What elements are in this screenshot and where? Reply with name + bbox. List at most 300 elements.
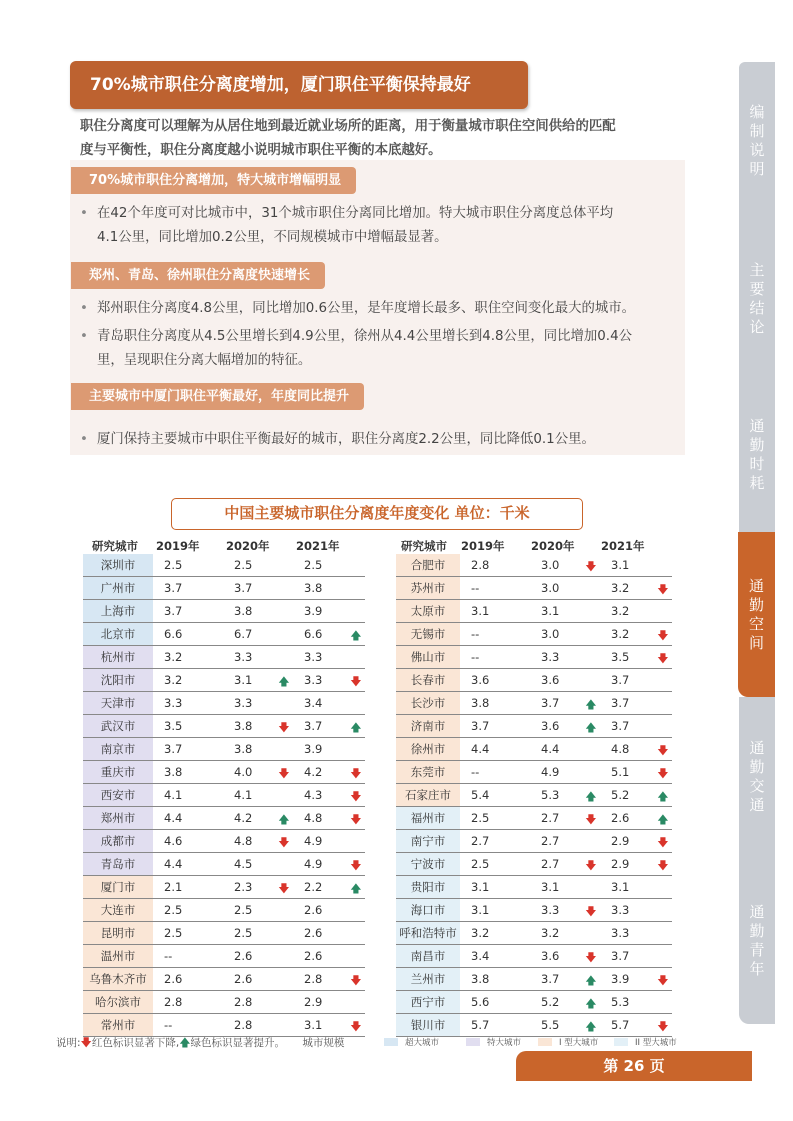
value-2019: 3.5 bbox=[153, 715, 223, 738]
intro-line: 职住分离度可以理解为从居住地到最近就业场所的距离，用于衡量城市职住空间供给的匹配 bbox=[80, 119, 616, 134]
value-2020: 3.1 🡅 bbox=[223, 669, 293, 692]
table-row bbox=[83, 692, 365, 715]
value-2020: 3.6 🡇 bbox=[530, 945, 600, 968]
value-2019: 3.8 bbox=[153, 761, 223, 784]
up-arrow-icon: 🡅 bbox=[350, 629, 362, 642]
bullet-item bbox=[80, 297, 685, 321]
col-header-2021: 2021年 bbox=[296, 539, 340, 553]
table-header-row bbox=[396, 538, 672, 554]
footnote-down-text: 红色标识显著下降, bbox=[91, 1037, 180, 1049]
table-row bbox=[396, 623, 672, 646]
bullet-item bbox=[80, 202, 685, 250]
down-arrow-icon: 🡇 bbox=[80, 1036, 92, 1049]
table-row bbox=[396, 715, 672, 738]
value-2019: -- bbox=[153, 1014, 223, 1037]
value-2021: 2.6 🡅 bbox=[600, 807, 672, 830]
value-2021: 3.5 🡇 bbox=[600, 646, 672, 669]
city-cell: 深圳市 bbox=[83, 554, 153, 577]
table-row bbox=[396, 554, 672, 577]
value-2021: 2.6 bbox=[293, 899, 365, 922]
city-cell: 青岛市 bbox=[83, 853, 153, 876]
value-2021: 3.9 🡇 bbox=[600, 968, 672, 991]
value-2021: 3.7 bbox=[600, 669, 672, 692]
value-2021: 3.1 🡇 bbox=[293, 1014, 365, 1037]
col-header-2021: 2021年 bbox=[601, 539, 645, 553]
value-2021: 3.7 bbox=[600, 945, 672, 968]
table-row bbox=[396, 577, 672, 600]
city-cell: 重庆市 bbox=[83, 761, 153, 784]
value-2019: 2.7 bbox=[460, 830, 530, 853]
value-2021: 3.3 bbox=[600, 922, 672, 945]
city-cell: 长沙市 bbox=[396, 692, 460, 715]
down-arrow-icon: 🡇 bbox=[657, 974, 669, 987]
value-2019: 2.1 bbox=[153, 876, 223, 899]
value-2021: 2.9 bbox=[293, 991, 365, 1014]
city-cell: 广州市 bbox=[83, 577, 153, 600]
city-cell: 乌鲁木齐市 bbox=[83, 968, 153, 991]
city-cell: 长春市 bbox=[396, 669, 460, 692]
tab-char: 论 bbox=[749, 318, 765, 336]
table-row bbox=[396, 600, 672, 623]
table-row bbox=[83, 669, 365, 692]
table-row bbox=[83, 876, 365, 899]
tab-commute-time[interactable] bbox=[739, 378, 775, 532]
value-2020: 4.9 bbox=[530, 761, 600, 784]
value-2020: 3.3 🡇 bbox=[530, 899, 600, 922]
table-row bbox=[396, 1014, 672, 1037]
tab-char: 间 bbox=[748, 633, 764, 652]
down-arrow-icon: 🡇 bbox=[657, 836, 669, 849]
tab-char: 制 bbox=[749, 122, 765, 140]
city-cell: 呼和浩特市 bbox=[396, 922, 460, 945]
footnote-prefix: 说明: bbox=[56, 1037, 81, 1049]
city-table-right bbox=[396, 538, 672, 1037]
tab-char: 耗 bbox=[749, 474, 765, 492]
table-header-row bbox=[83, 538, 365, 554]
value-2020: 2.5 bbox=[223, 922, 293, 945]
value-2020: 3.2 bbox=[530, 922, 600, 945]
value-2020: 3.7 bbox=[223, 577, 293, 600]
table-row bbox=[83, 784, 365, 807]
value-2019: 3.1 bbox=[460, 600, 530, 623]
value-2019: 4.4 bbox=[153, 853, 223, 876]
col-header-2020: 2020年 bbox=[226, 539, 270, 553]
value-2021: 3.9 bbox=[293, 600, 365, 623]
value-2021: 3.1 bbox=[600, 876, 672, 899]
city-cell: 上海市 bbox=[83, 600, 153, 623]
tab-char: 明 bbox=[749, 160, 765, 178]
down-arrow-icon: 🡇 bbox=[585, 905, 597, 918]
value-2020: 6.7 bbox=[223, 623, 293, 646]
value-2021: 2.2 🡅 bbox=[293, 876, 365, 899]
intro-paragraph bbox=[80, 115, 680, 163]
tab-char: 空 bbox=[748, 614, 764, 633]
bullet-item bbox=[80, 325, 685, 373]
city-cell: 哈尔滨市 bbox=[83, 991, 153, 1014]
city-cell: 南宁市 bbox=[396, 830, 460, 853]
main-heading: 70%城市职住分离度增加，厦门职住平衡保持最好 bbox=[70, 61, 528, 109]
down-arrow-icon: 🡇 bbox=[350, 813, 362, 826]
legend-swatch bbox=[466, 1038, 480, 1046]
value-2021: 5.1 🡇 bbox=[600, 761, 672, 784]
value-2021: 5.7 🡇 bbox=[600, 1014, 672, 1037]
value-2019: 2.5 bbox=[153, 899, 223, 922]
table-row bbox=[83, 899, 365, 922]
tab-char: 通 bbox=[749, 739, 765, 757]
table-row bbox=[396, 945, 672, 968]
value-2021: 2.6 bbox=[293, 945, 365, 968]
down-arrow-icon: 🡇 bbox=[585, 560, 597, 573]
down-arrow-icon: 🡇 bbox=[657, 744, 669, 757]
city-cell: 天津市 bbox=[83, 692, 153, 715]
col-header-city: 研究城市 bbox=[401, 539, 447, 553]
value-2019: 3.1 bbox=[460, 899, 530, 922]
value-2021: 3.2 🡇 bbox=[600, 623, 672, 646]
value-2019: 3.7 bbox=[153, 577, 223, 600]
section-tabs bbox=[739, 62, 775, 1024]
value-2020: 2.5 bbox=[223, 899, 293, 922]
value-2019: 5.6 bbox=[460, 991, 530, 1014]
value-2019: 3.4 bbox=[460, 945, 530, 968]
down-arrow-icon: 🡇 bbox=[585, 813, 597, 826]
value-2019: 3.2 bbox=[460, 922, 530, 945]
tab-char: 年 bbox=[749, 959, 765, 978]
down-arrow-icon: 🡇 bbox=[657, 767, 669, 780]
value-2020: 2.7 bbox=[530, 830, 600, 853]
city-cell: 南昌市 bbox=[396, 945, 460, 968]
value-2021: 3.8 bbox=[293, 577, 365, 600]
table-row bbox=[83, 623, 365, 646]
value-2020: 2.7 🡇 bbox=[530, 853, 600, 876]
value-2021: 3.9 bbox=[293, 738, 365, 761]
tab-char: 结 bbox=[749, 299, 765, 317]
value-2020: 3.7 🡅 bbox=[530, 692, 600, 715]
tab-char: 勤 bbox=[748, 595, 764, 614]
table-row bbox=[396, 830, 672, 853]
intro-line: 度与平衡性，职住分离度越小说明城市职住平衡的本底越好。 bbox=[80, 143, 442, 158]
value-2020: 5.2 🡅 bbox=[530, 991, 600, 1014]
bullet-text: 在42个年度可对比城市中，31个城市职住分离同比增加。特大城市职住分离度总体平均 4.1公里，同比增加0.2公里，不同规模城市中增幅最显著。 bbox=[97, 206, 614, 245]
legend-swatch bbox=[538, 1038, 552, 1046]
down-arrow-icon: 🡇 bbox=[350, 790, 362, 803]
city-cell: 福州市 bbox=[396, 807, 460, 830]
tab-char: 青 bbox=[749, 940, 765, 959]
down-arrow-icon: 🡇 bbox=[585, 951, 597, 964]
city-cell: 西安市 bbox=[83, 784, 153, 807]
down-arrow-icon: 🡇 bbox=[657, 859, 669, 872]
table-row bbox=[83, 991, 365, 1014]
value-2019: 3.8 bbox=[460, 692, 530, 715]
section-heading: 主要城市中厦门职住平衡最好，年度同比提升 bbox=[71, 383, 364, 410]
table-row bbox=[83, 761, 365, 784]
table-row bbox=[83, 922, 365, 945]
value-2020: 2.6 bbox=[223, 968, 293, 991]
value-2021: 3.2 bbox=[600, 600, 672, 623]
tab-char: 主 bbox=[749, 261, 765, 279]
value-2019: 3.7 bbox=[153, 738, 223, 761]
value-2021: 2.8 🡇 bbox=[293, 968, 365, 991]
value-2020: 4.4 bbox=[530, 738, 600, 761]
city-cell: 大连市 bbox=[83, 899, 153, 922]
table-row bbox=[396, 784, 672, 807]
table-row bbox=[83, 830, 365, 853]
value-2021: 2.9 🡇 bbox=[600, 853, 672, 876]
value-2021: 3.7 🡅 bbox=[293, 715, 365, 738]
value-2020: 3.0 bbox=[530, 577, 600, 600]
legend-swatch bbox=[384, 1038, 398, 1046]
value-2019: -- bbox=[460, 761, 530, 784]
city-cell: 佛山市 bbox=[396, 646, 460, 669]
col-header-2019: 2019年 bbox=[461, 539, 505, 553]
value-2019: 3.8 bbox=[460, 968, 530, 991]
value-2020: 3.1 bbox=[530, 876, 600, 899]
legend-mega: 特大城市 bbox=[466, 1036, 521, 1048]
city-cell: 合肥市 bbox=[396, 554, 460, 577]
value-2021: 2.9 🡇 bbox=[600, 830, 672, 853]
value-2021: 4.3 🡇 bbox=[293, 784, 365, 807]
value-2019: 2.5 bbox=[153, 554, 223, 577]
col-header-2020: 2020年 bbox=[531, 539, 575, 553]
value-2020: 3.3 bbox=[223, 692, 293, 715]
value-2021: 4.9 bbox=[293, 830, 365, 853]
value-2020: 2.5 bbox=[223, 554, 293, 577]
table-row bbox=[83, 968, 365, 991]
down-arrow-icon: 🡇 bbox=[278, 836, 290, 849]
value-2021: 2.5 bbox=[293, 554, 365, 577]
table-row bbox=[396, 738, 672, 761]
value-2019: 2.6 bbox=[153, 968, 223, 991]
city-cell: 昆明市 bbox=[83, 922, 153, 945]
down-arrow-icon: 🡇 bbox=[278, 882, 290, 895]
tab-char: 通 bbox=[749, 902, 765, 921]
table-row bbox=[396, 922, 672, 945]
value-2019: -- bbox=[460, 646, 530, 669]
value-2021: 4.8 🡇 bbox=[600, 738, 672, 761]
col-header-2019: 2019年 bbox=[156, 539, 200, 553]
city-cell: 武汉市 bbox=[83, 715, 153, 738]
city-cell: 兰州市 bbox=[396, 968, 460, 991]
bullet-text: 郑州职住分离度4.8公里，同比增加0.6公里，是年度增长最多、职住空间变化最大的城市。 bbox=[97, 301, 636, 316]
bullet-item bbox=[80, 428, 685, 452]
up-arrow-icon: 🡅 bbox=[585, 1020, 597, 1033]
table-row bbox=[83, 715, 365, 738]
down-arrow-icon: 🡇 bbox=[350, 1020, 362, 1033]
value-2020: 3.8 🡇 bbox=[223, 715, 293, 738]
down-arrow-icon: 🡇 bbox=[657, 583, 669, 596]
section-heading: 郑州、青岛、徐州职住分离度快速增长 bbox=[71, 262, 325, 289]
value-2020: 3.3 bbox=[223, 646, 293, 669]
city-cell: 徐州市 bbox=[396, 738, 460, 761]
col-header-city: 研究城市 bbox=[92, 539, 138, 553]
bullet-dot: • bbox=[80, 301, 88, 316]
value-2019: 4.4 bbox=[153, 807, 223, 830]
footnote-up-text: 绿色标识显著提升。 bbox=[190, 1037, 286, 1049]
table-row bbox=[83, 646, 365, 669]
value-2021: 6.6 🡅 bbox=[293, 623, 365, 646]
value-2020: 3.3 bbox=[530, 646, 600, 669]
city-cell: 南京市 bbox=[83, 738, 153, 761]
value-2019: 3.2 bbox=[153, 646, 223, 669]
city-cell: 温州市 bbox=[83, 945, 153, 968]
value-2019: 3.1 bbox=[460, 876, 530, 899]
city-cell: 常州市 bbox=[83, 1014, 153, 1037]
table-row bbox=[83, 807, 365, 830]
down-arrow-icon: 🡇 bbox=[350, 675, 362, 688]
value-2020: 3.0 bbox=[530, 623, 600, 646]
bullet-dot: • bbox=[80, 206, 88, 221]
value-2020: 3.6 bbox=[530, 669, 600, 692]
up-arrow-icon: 🡅 bbox=[350, 882, 362, 895]
down-arrow-icon: 🡇 bbox=[278, 767, 290, 780]
value-2019: -- bbox=[460, 577, 530, 600]
table-row bbox=[396, 876, 672, 899]
down-arrow-icon: 🡇 bbox=[657, 629, 669, 642]
city-cell: 贵阳市 bbox=[396, 876, 460, 899]
value-2021: 5.2 🡅 bbox=[600, 784, 672, 807]
up-arrow-icon: 🡅 bbox=[585, 790, 597, 803]
value-2020: 4.0 🡇 bbox=[223, 761, 293, 784]
city-table-left bbox=[83, 538, 365, 1037]
value-2021: 2.6 bbox=[293, 922, 365, 945]
up-arrow-icon: 🡅 bbox=[585, 721, 597, 734]
value-2021: 4.2 🡇 bbox=[293, 761, 365, 784]
value-2019: 2.8 bbox=[460, 554, 530, 577]
down-arrow-icon: 🡇 bbox=[657, 652, 669, 665]
city-cell: 郑州市 bbox=[83, 807, 153, 830]
value-2021: 3.3 bbox=[600, 899, 672, 922]
up-arrow-icon: 🡅 bbox=[350, 721, 362, 734]
tab-preparation-notes[interactable] bbox=[739, 62, 775, 220]
section-heading: 70%城市职住分离增加，特大城市增幅明显 bbox=[71, 167, 356, 194]
table-row bbox=[83, 853, 365, 876]
tab-main-conclusions[interactable] bbox=[739, 220, 775, 378]
value-2019: 3.3 bbox=[153, 692, 223, 715]
value-2020: 2.8 bbox=[223, 991, 293, 1014]
down-arrow-icon: 🡇 bbox=[657, 1020, 669, 1033]
down-arrow-icon: 🡇 bbox=[585, 859, 597, 872]
table-row bbox=[396, 646, 672, 669]
value-2020: 3.1 bbox=[530, 600, 600, 623]
down-arrow-icon: 🡇 bbox=[350, 974, 362, 987]
up-arrow-icon: 🡅 bbox=[585, 997, 597, 1010]
value-2020: 3.8 bbox=[223, 738, 293, 761]
value-2021: 4.9 🡇 bbox=[293, 853, 365, 876]
table-row bbox=[83, 554, 365, 577]
table-row bbox=[396, 899, 672, 922]
value-2020: 4.5 bbox=[223, 853, 293, 876]
value-2020: 3.6 🡅 bbox=[530, 715, 600, 738]
value-2020: 5.3 🡅 bbox=[530, 784, 600, 807]
value-2020: 4.1 bbox=[223, 784, 293, 807]
table-row bbox=[396, 669, 672, 692]
value-2021: 3.3 bbox=[293, 646, 365, 669]
value-2020: 2.3 🡇 bbox=[223, 876, 293, 899]
up-arrow-icon: 🡅 bbox=[278, 813, 290, 826]
value-2021: 3.1 bbox=[600, 554, 672, 577]
value-2020: 4.8 🡇 bbox=[223, 830, 293, 853]
value-2021: 3.7 bbox=[600, 692, 672, 715]
tab-char: 勤 bbox=[749, 758, 765, 776]
tab-commute-youth[interactable] bbox=[739, 857, 775, 1024]
table-row bbox=[396, 991, 672, 1014]
tab-char: 交 bbox=[749, 777, 765, 795]
city-cell: 太原市 bbox=[396, 600, 460, 623]
tab-char: 勤 bbox=[749, 921, 765, 940]
value-2019: 5.4 bbox=[460, 784, 530, 807]
city-cell: 北京市 bbox=[83, 623, 153, 646]
up-arrow-icon: 🡅 bbox=[657, 790, 669, 803]
legend-type1: I 型大城市 bbox=[538, 1036, 598, 1048]
tab-commute-transport[interactable] bbox=[739, 697, 775, 857]
city-cell: 成都市 bbox=[83, 830, 153, 853]
city-cell: 宁波市 bbox=[396, 853, 460, 876]
value-2021: 4.8 🡇 bbox=[293, 807, 365, 830]
city-cell: 沈阳市 bbox=[83, 669, 153, 692]
table-row bbox=[396, 807, 672, 830]
city-cell: 杭州市 bbox=[83, 646, 153, 669]
tab-char: 编 bbox=[749, 103, 765, 121]
table-row bbox=[83, 738, 365, 761]
tab-char: 要 bbox=[749, 280, 765, 298]
tab-char: 时 bbox=[749, 455, 765, 473]
city-cell: 苏州市 bbox=[396, 577, 460, 600]
tab-char: 说 bbox=[749, 141, 765, 159]
value-2019: 2.5 bbox=[153, 922, 223, 945]
page-number: 第 26 页 bbox=[516, 1051, 752, 1081]
value-2019: 4.4 bbox=[460, 738, 530, 761]
value-2020: 5.5 🡅 bbox=[530, 1014, 600, 1037]
bullet-dot: • bbox=[80, 329, 88, 344]
city-cell: 西宁市 bbox=[396, 991, 460, 1014]
table-row bbox=[396, 761, 672, 784]
value-2020: 2.8 bbox=[223, 1014, 293, 1037]
footnote bbox=[56, 1034, 344, 1053]
up-arrow-icon: 🡅 bbox=[278, 675, 290, 688]
value-2020: 3.8 bbox=[223, 600, 293, 623]
value-2020: 4.2 🡅 bbox=[223, 807, 293, 830]
value-2019: 3.2 bbox=[153, 669, 223, 692]
city-cell: 海口市 bbox=[396, 899, 460, 922]
city-cell: 银川市 bbox=[396, 1014, 460, 1037]
tab-char: 通 bbox=[748, 576, 764, 595]
value-2021: 3.3 🡇 bbox=[293, 669, 365, 692]
city-cell: 东莞市 bbox=[396, 761, 460, 784]
city-cell: 无锡市 bbox=[396, 623, 460, 646]
bullet-text: 厦门保持主要城市中职住平衡最好的城市，职住分离度2.2公里，同比降低0.1公里。 bbox=[97, 432, 595, 447]
tab-commute-space[interactable] bbox=[738, 532, 775, 697]
up-arrow-icon: 🡅 bbox=[657, 813, 669, 826]
value-2020: 2.6 bbox=[223, 945, 293, 968]
value-2019: -- bbox=[460, 623, 530, 646]
value-2019: 6.6 bbox=[153, 623, 223, 646]
value-2019: 3.7 bbox=[460, 715, 530, 738]
table-row bbox=[83, 577, 365, 600]
value-2020: 2.7 🡇 bbox=[530, 807, 600, 830]
legend-super-large: 超大城市 bbox=[384, 1036, 439, 1048]
table-row bbox=[396, 692, 672, 715]
value-2020: 3.0 🡇 bbox=[530, 554, 600, 577]
down-arrow-icon: 🡇 bbox=[350, 859, 362, 872]
table-row bbox=[396, 853, 672, 876]
table-title: 中国主要城市职住分离度年度变化 单位：千米 bbox=[171, 498, 583, 530]
value-2019: 2.5 bbox=[460, 807, 530, 830]
city-scale-label: 城市规模 bbox=[302, 1037, 345, 1049]
up-arrow-icon: 🡅 bbox=[585, 974, 597, 987]
tab-char: 勤 bbox=[749, 436, 765, 454]
legend-type2: II 型大城市 bbox=[614, 1036, 677, 1048]
up-arrow-icon: 🡅 bbox=[179, 1036, 191, 1049]
value-2019: 2.8 bbox=[153, 991, 223, 1014]
